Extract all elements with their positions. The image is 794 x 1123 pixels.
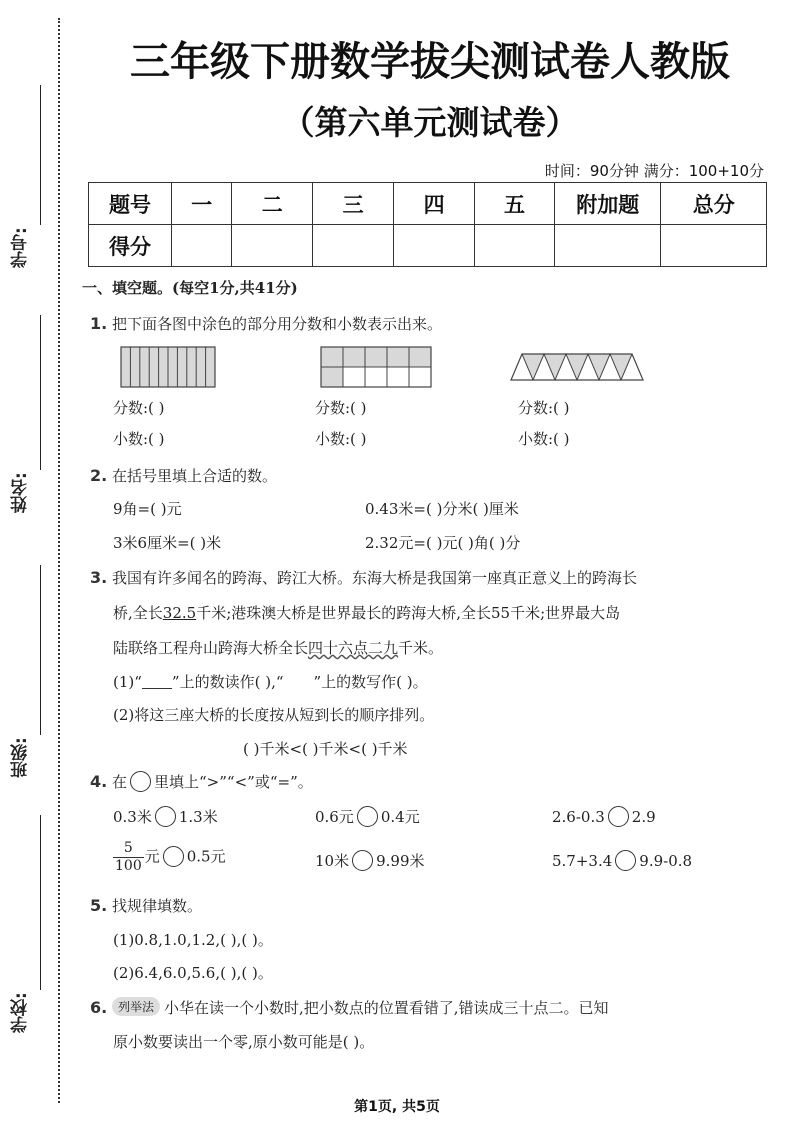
score-header-cell: 二 xyxy=(232,183,313,225)
page-title: 三年级下册数学拔尖测试卷人教版 xyxy=(130,39,730,85)
score-cell[interactable] xyxy=(232,225,313,267)
score-header-cell: 总分 xyxy=(661,183,767,225)
q3-sub-2: (2)将这三座大桥的长度按从短到长的顺序排列。 xyxy=(113,706,435,724)
q2-item-a: 9角=( )元 xyxy=(113,500,182,518)
q6-line-2: 原小数要读出一个零,原小数可能是( )。 xyxy=(113,1033,375,1051)
compare-circle[interactable] xyxy=(352,850,373,871)
score-header-row xyxy=(89,183,767,225)
compare-left: 元 xyxy=(144,847,160,866)
score-header-cell: 三 xyxy=(313,183,394,225)
compare-left: 10米 xyxy=(315,852,350,870)
q3-line-2 xyxy=(113,602,620,623)
score-cell[interactable] xyxy=(394,225,475,267)
question-text: 把下面各图中涂色的部分用分数和小数表示出来。 xyxy=(112,315,443,333)
score-header-cell: 题号 xyxy=(89,183,172,225)
question-number: 1. xyxy=(90,314,108,333)
q1-fraction-3: 分数:( ) xyxy=(518,399,570,417)
q3-sub-1 xyxy=(113,671,428,692)
q3-line-3 xyxy=(113,637,443,658)
class-line xyxy=(40,565,41,735)
compare-left: 0.6元 xyxy=(315,808,354,826)
compare-right: 1.3米 xyxy=(178,808,218,826)
page-subtitle: （第六单元测试卷） xyxy=(281,103,579,142)
q4-compare xyxy=(552,850,692,871)
question-text: 在 xyxy=(112,773,128,791)
q2-item-b: 0.43米=( )分米( )厘米 xyxy=(365,500,519,518)
school-label: 学校: xyxy=(11,992,31,1033)
score-cell[interactable] xyxy=(661,225,767,267)
q3-text: 桥,全长 xyxy=(113,604,163,622)
q3-order: ( )千米<( )千米<( )千米 xyxy=(243,740,408,758)
compare-right: 2.9 xyxy=(631,808,656,826)
compare-circle[interactable] xyxy=(608,806,629,827)
score-header-cell: 附加题 xyxy=(554,183,660,225)
score-cell[interactable] xyxy=(171,225,231,267)
q5-sequence-1: (1)0.8,1.0,1.2,( ),( )。 xyxy=(113,931,273,949)
q1-decimal-1: 小数:( ) xyxy=(113,430,165,448)
q1-decimal-2: 小数:( ) xyxy=(315,430,367,448)
compare-circle[interactable] xyxy=(357,806,378,827)
question-text-line: 我国有许多闻名的跨海、跨江大桥。东海大桥是我国第一座真正意义上的跨海长 xyxy=(112,569,638,587)
name-field xyxy=(8,315,48,515)
q3-underlined-number: 32.5 xyxy=(162,604,197,622)
student-no-label: 学号: xyxy=(11,227,31,268)
school-field xyxy=(8,815,48,1035)
q4-compare xyxy=(113,806,218,827)
q2-item-c: 3米6厘米=( )米 xyxy=(113,534,222,552)
question-text-line: 小华在读一个小数时,把小数点的位置看错了,错读成三十点二。已知 xyxy=(164,999,609,1017)
name-label: 姓名: xyxy=(11,472,31,513)
q1-fraction-2: 分数:( ) xyxy=(315,399,367,417)
question-3 xyxy=(90,567,637,588)
compare-right: 0.4元 xyxy=(380,808,420,826)
class-label: 班级: xyxy=(11,737,31,778)
compare-left: 2.6-0.3 xyxy=(552,808,605,826)
compare-circle[interactable] xyxy=(155,806,176,827)
figure-shaded-grid xyxy=(318,344,434,388)
q4-compare xyxy=(315,806,420,827)
q4-compare xyxy=(315,850,425,871)
compare-right: 9.99米 xyxy=(376,852,425,870)
compare-left: 0.3米 xyxy=(113,808,152,826)
score-cell[interactable] xyxy=(313,225,394,267)
compare-right: 9.9-0.8 xyxy=(639,852,693,870)
q3-text: ”上的数读作( ),“ xyxy=(171,673,284,691)
question-number: 6. xyxy=(90,998,108,1017)
q3-text: 陆联络工程舟山跨海大桥全长 xyxy=(113,639,309,657)
method-tag: 列举法 xyxy=(112,997,160,1016)
question-number: 2. xyxy=(90,466,108,485)
page-number: 第1页, 共5页 xyxy=(354,1099,440,1115)
compare-left: 5.7+3.4 xyxy=(552,852,613,870)
q5-sequence-2: (2)6.4,6.0,5.6,( ),( )。 xyxy=(113,964,273,982)
fraction-denominator: 100 xyxy=(115,858,142,874)
underline-mark xyxy=(142,674,172,689)
figure-shaded-strips xyxy=(118,344,218,388)
question-number: 5. xyxy=(90,896,108,915)
score-table xyxy=(88,182,767,267)
question-text: 在括号里填上合适的数。 xyxy=(112,467,278,485)
question-text: 找规律填数。 xyxy=(112,897,203,915)
section-heading: 一、填空题。(每空1分,共41分) xyxy=(82,279,298,297)
time-info: 时间：90分钟 满分：100+10分 xyxy=(544,162,764,180)
score-label-cell: 得分 xyxy=(89,225,172,267)
q3-text: 千米。 xyxy=(398,639,444,657)
wavy-mark xyxy=(284,675,314,689)
cut-line xyxy=(58,18,60,1103)
question-5 xyxy=(90,895,202,916)
q3-text: ”上的数写作( )。 xyxy=(313,673,428,691)
score-header-cell: 五 xyxy=(475,183,555,225)
score-header-cell: 一 xyxy=(171,183,231,225)
question-number: 4. xyxy=(90,772,108,791)
q2-item-d: 2.32元=( )元( )角( )分 xyxy=(365,534,521,552)
student-no-field xyxy=(8,85,48,270)
compare-circle[interactable] xyxy=(163,846,184,867)
q3-wavy-number: 四十六点二九 xyxy=(308,639,399,657)
q4-compare xyxy=(552,806,656,827)
q1-fraction-1: 分数:( ) xyxy=(113,399,165,417)
q4-compare xyxy=(113,840,226,875)
figure-shaded-triangles xyxy=(508,352,644,382)
question-1 xyxy=(90,313,442,334)
circle-icon xyxy=(130,771,151,792)
score-row xyxy=(89,225,767,267)
compare-right: 0.5元 xyxy=(186,847,226,866)
name-line xyxy=(40,315,41,470)
school-line xyxy=(40,815,41,990)
compare-circle[interactable] xyxy=(615,850,636,871)
q3-text: (1)“ xyxy=(113,673,142,691)
q1-decimal-3: 小数:( ) xyxy=(518,430,570,448)
question-6 xyxy=(90,997,609,1018)
question-text: 里填上“>”“<”或“=”。 xyxy=(154,773,313,791)
question-number: 3. xyxy=(90,568,108,587)
fraction-numerator: 5 xyxy=(113,840,144,858)
score-header-cell: 四 xyxy=(394,183,475,225)
question-2 xyxy=(90,465,277,486)
score-cell[interactable] xyxy=(554,225,660,267)
student-no-line xyxy=(40,85,41,225)
score-cell[interactable] xyxy=(475,225,555,267)
fraction xyxy=(113,840,144,875)
class-field xyxy=(8,565,48,780)
q3-text: 千米;港珠澳大桥是世界最长的跨海大桥,全长55千米;世界最大岛 xyxy=(196,604,621,622)
question-4 xyxy=(90,771,313,792)
